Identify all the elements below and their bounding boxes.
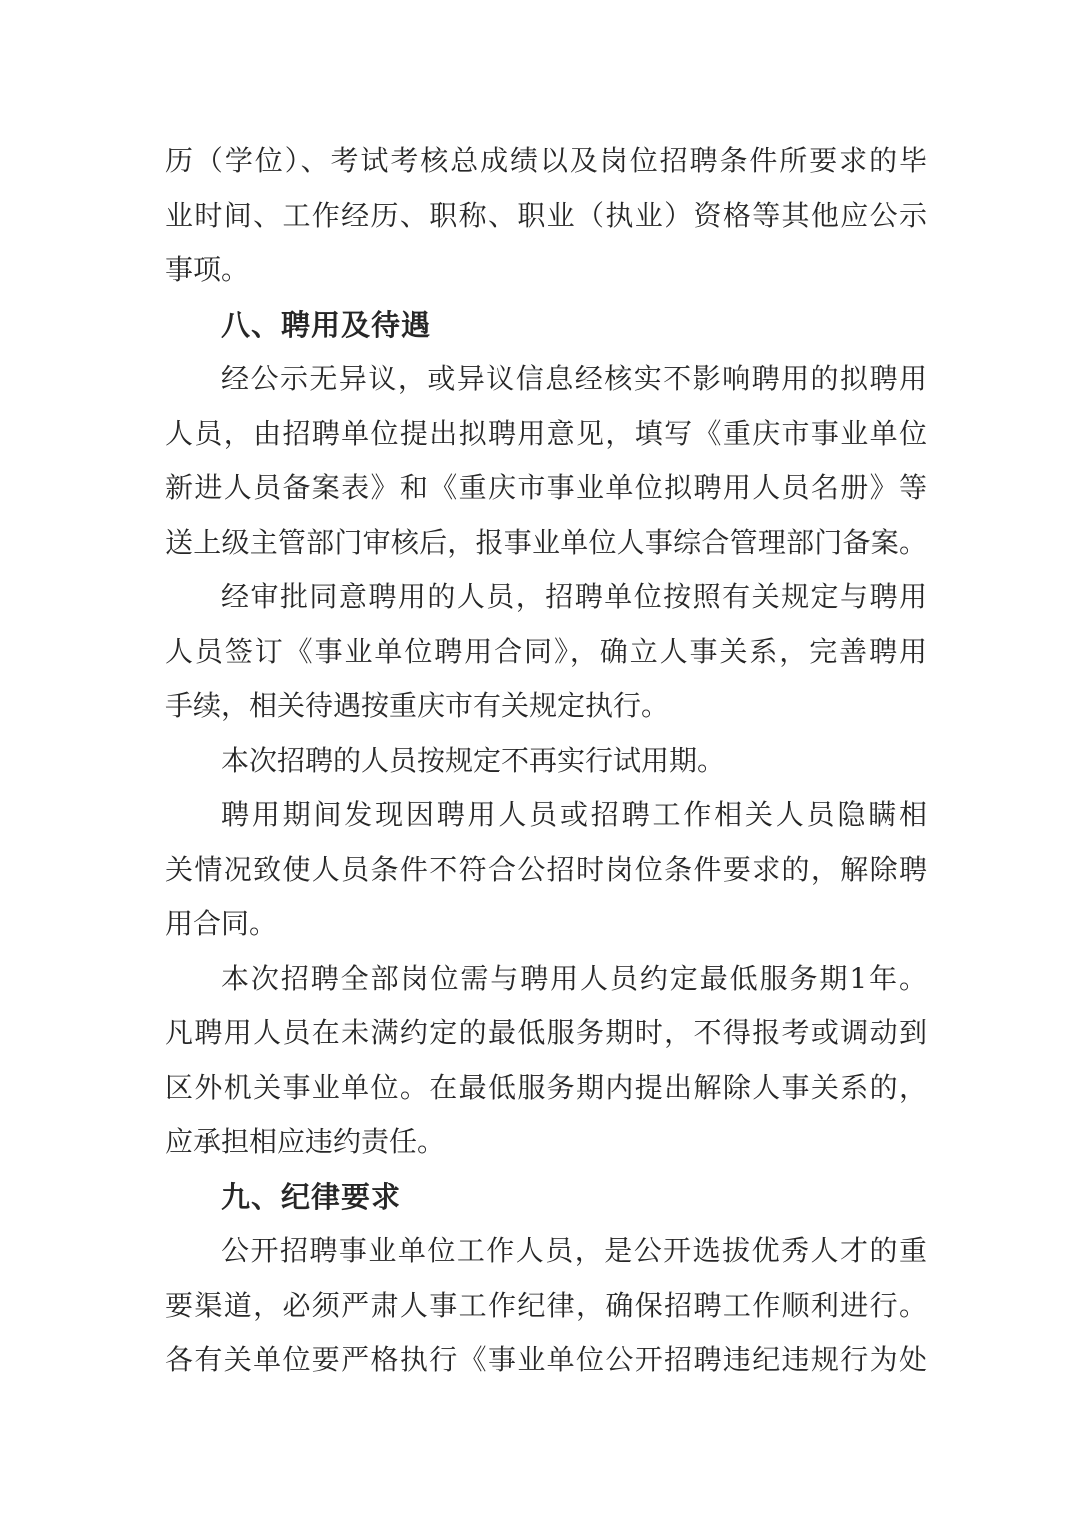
text-line: 本次招聘全部岗位需与聘用人员约定最低服务期1年。 xyxy=(221,961,927,995)
text-line: 手续，相关待遇按重庆市有关规定执行。 xyxy=(165,689,670,722)
text-line: 历（学位）、考试考核总成绩以及岗位招聘条件所要求的毕 xyxy=(165,144,927,177)
text-line: 各有关单位要严格执行《事业单位公开招聘违纪违规行为处 xyxy=(165,1343,927,1376)
text-line: 送上级主管部门审核后，报事业单位人事综合管理部门备案。 xyxy=(165,525,927,559)
text-line: 凡聘用人员在未满约定的最低服务期时，不得报考或调动到 xyxy=(165,1016,927,1049)
text-line: 经公示无异议，或异议信息经核实不影响聘用的拟聘用 xyxy=(221,362,927,395)
text-line: 用合同。 xyxy=(165,907,278,940)
text-line: 业时间、工作经历、职称、职业（执业）资格等其他应公示 xyxy=(165,198,927,232)
text-line: 关情况致使人员条件不符合公招时岗位条件要求的，解除聘 xyxy=(165,852,927,886)
text-line: 人员签订《事业单位聘用合同》，确立人事关系，完善聘用 xyxy=(165,634,927,668)
text-line: 本次招聘的人员按规定不再实行试用期。 xyxy=(221,743,726,777)
text-line: 区外机关事业单位。在最低服务期内提出解除人事关系的， xyxy=(165,1070,927,1104)
text-line: 要渠道，必须严肃人事工作纪律，确保招聘工作顺利进行。 xyxy=(165,1288,927,1322)
text-line: 事项。 xyxy=(165,253,250,286)
section-heading: 九、纪律要求 xyxy=(221,1179,402,1214)
document-body xyxy=(165,134,927,1388)
text-line: 人员，由招聘单位提出拟聘用意见，填写《重庆市事业单位 xyxy=(165,416,927,450)
text-line: 经审批同意聘用的人员，招聘单位按照有关规定与聘用 xyxy=(221,580,927,613)
section-heading: 八、聘用及待遇 xyxy=(221,307,432,342)
text-line: 公开招聘事业单位工作人员，是公开选拔优秀人才的重 xyxy=(221,1234,927,1267)
text-line: 聘用期间发现因聘用人员或招聘工作相关人员隐瞒相 xyxy=(221,798,927,831)
text-line: 应承担相应违约责任。 xyxy=(165,1125,446,1158)
text-line: 新进人员备案表》和《重庆市事业单位拟聘用人员名册》等 xyxy=(165,471,927,504)
